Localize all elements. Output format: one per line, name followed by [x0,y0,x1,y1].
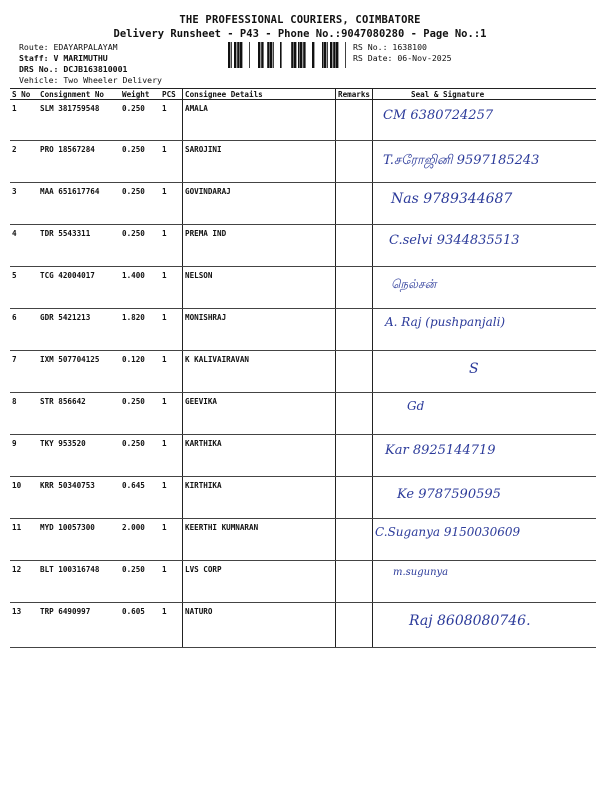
handwritten-signature: T.சரோஜினி 9597185243 [383,153,540,168]
cell-remarks [336,183,373,225]
cell-weight: 0.250 [120,561,160,603]
cell-signature [373,393,596,435]
cell-sno: 9 [10,435,38,477]
table-row [10,393,596,435]
cell-consignee: LVS CORP [183,561,336,603]
table-row [10,561,596,603]
cell-signature [373,225,596,267]
cell-weight: 0.120 [120,351,160,393]
cell-sno: 11 [10,519,38,561]
cell-consignment: IXM 507704125 [38,351,120,393]
handwritten-signature: A. Raj (pushpanjali) [385,315,506,329]
cell-consignee: NATURO [183,603,336,648]
col-consignee: Consignee Details [183,89,336,100]
table-row [10,351,596,393]
cell-signature [373,435,596,477]
cell-pcs: 1 [160,393,183,435]
cell-pcs: 1 [160,519,183,561]
company-title: THE PROFESSIONAL COURIERS, COIMBATORE [179,14,421,26]
cell-signature [373,561,596,603]
cell-pcs: 1 [160,267,183,309]
cell-remarks [336,225,373,267]
cell-remarks [336,309,373,351]
table-row [10,435,596,477]
cell-weight: 0.250 [120,225,160,267]
cell-sno: 8 [10,393,38,435]
cell-weight: 0.250 [120,183,160,225]
barcode-image [228,42,349,68]
table-row [10,519,596,561]
cell-pcs: 1 [160,351,183,393]
cell-sno: 4 [10,225,38,267]
cell-pcs: 1 [160,225,183,267]
cell-weight: 0.250 [120,393,160,435]
col-consignment: Consignment No [38,89,120,100]
cell-consignment: TRP 6490997 [38,603,120,648]
cell-weight: 0.250 [120,100,160,141]
cell-remarks [336,393,373,435]
cell-consignee: GEEVIKA [183,393,336,435]
table-row [10,309,596,351]
handwritten-signature: Kar 8925144719 [385,443,496,458]
cell-pcs: 1 [160,309,183,351]
cell-signature [373,351,596,393]
cell-consignment: SLM 381759548 [38,100,120,141]
cell-sno: 7 [10,351,38,393]
handwritten-signature: Nas 9789344687 [391,191,513,207]
cell-consignee: SAROJINI [183,141,336,183]
col-signature: Seal & Signature [373,89,596,100]
cell-sno: 1 [10,100,38,141]
cell-consignment: STR 856642 [38,393,120,435]
cell-consignment: TDR 5543311 [38,225,120,267]
rs-date: RS Date: 06-Nov-2025 [353,53,452,63]
cell-sno: 3 [10,183,38,225]
rs-number: RS No.: 1638100 [353,42,427,52]
cell-sno: 5 [10,267,38,309]
cell-remarks [336,267,373,309]
table-row [10,477,596,519]
table-row [10,183,596,225]
cell-consignee: NELSON [183,267,336,309]
cell-remarks [336,351,373,393]
cell-remarks [336,435,373,477]
cell-consignment: MYD 10057300 [38,519,120,561]
cell-consignee: K KALIVAIRAVAN [183,351,336,393]
cell-consignee: KARTHIKA [183,435,336,477]
delivery-table [10,88,596,648]
cell-weight: 1.400 [120,267,160,309]
handwritten-signature: CM 6380724257 [383,108,494,123]
cell-signature [373,309,596,351]
cell-consignee: PREMA IND [183,225,336,267]
cell-remarks [336,141,373,183]
handwritten-signature: Gd [407,399,425,413]
cell-sno: 13 [10,603,38,648]
col-remarks: Remarks [336,89,373,100]
route-label: Route: EDAYARPALAYAM [19,42,118,52]
cell-consignment: PRO 18567284 [38,141,120,183]
cell-signature [373,183,596,225]
table-header-row [10,89,596,100]
col-weight: Weight [120,89,160,100]
cell-pcs: 1 [160,603,183,648]
staff-label: Staff: V MARIMUTHU [19,53,108,63]
cell-consignment: KRR 50340753 [38,477,120,519]
cell-pcs: 1 [160,435,183,477]
handwritten-signature: m.sugunya [393,567,449,578]
table-row [10,267,596,309]
cell-signature [373,519,596,561]
cell-consignee: KEERTHI KUMNARAN [183,519,336,561]
cell-consignment: BLT 100316748 [38,561,120,603]
cell-remarks [336,603,373,648]
cell-remarks [336,561,373,603]
cell-consignment: TKY 953520 [38,435,120,477]
cell-consignee: AMALA [183,100,336,141]
cell-consignment: MAA 651617764 [38,183,120,225]
cell-pcs: 1 [160,561,183,603]
cell-weight: 0.250 [120,435,160,477]
cell-remarks [336,100,373,141]
handwritten-signature: S [469,361,479,377]
handwritten-signature: C.selvi 9344835513 [389,233,520,248]
cell-signature [373,100,596,141]
table-row [10,603,596,648]
cell-consignee: MONISHRAJ [183,309,336,351]
cell-consignee: GOVINDARAJ [183,183,336,225]
cell-sno: 12 [10,561,38,603]
table-row [10,100,596,141]
cell-consignment: GDR 5421213 [38,309,120,351]
cell-consignment: TCG 42004017 [38,267,120,309]
cell-weight: 2.000 [120,519,160,561]
handwritten-signature: C.Suganya 9150030609 [375,525,521,539]
cell-pcs: 1 [160,477,183,519]
cell-signature [373,141,596,183]
cell-weight: 0.645 [120,477,160,519]
col-sno: S No [10,89,38,100]
cell-signature [373,267,596,309]
cell-signature [373,603,596,648]
cell-consignee: KIRTHIKA [183,477,336,519]
handwritten-signature: நெல்சன் [391,277,437,291]
cell-pcs: 1 [160,100,183,141]
drs-number: DRS No.: DCJB163810001 [19,64,128,74]
cell-pcs: 1 [160,183,183,225]
cell-weight: 0.605 [120,603,160,648]
cell-sno: 6 [10,309,38,351]
runsheet-title: Delivery Runsheet - P43 - Phone No.:9047080280 - Page No.:1 [113,28,487,40]
vehicle-label: Vehicle: Two Wheeler Delivery [19,75,162,85]
cell-sno: 10 [10,477,38,519]
table-row [10,141,596,183]
cell-sno: 2 [10,141,38,183]
cell-weight: 1.820 [120,309,160,351]
handwritten-signature: Raj 8608080746. [409,613,531,629]
cell-pcs: 1 [160,141,183,183]
col-pcs: PCS [160,89,183,100]
handwritten-signature: Ke 9787590595 [397,487,501,502]
cell-remarks [336,519,373,561]
cell-remarks [336,477,373,519]
cell-signature [373,477,596,519]
cell-weight: 0.250 [120,141,160,183]
table-row [10,225,596,267]
